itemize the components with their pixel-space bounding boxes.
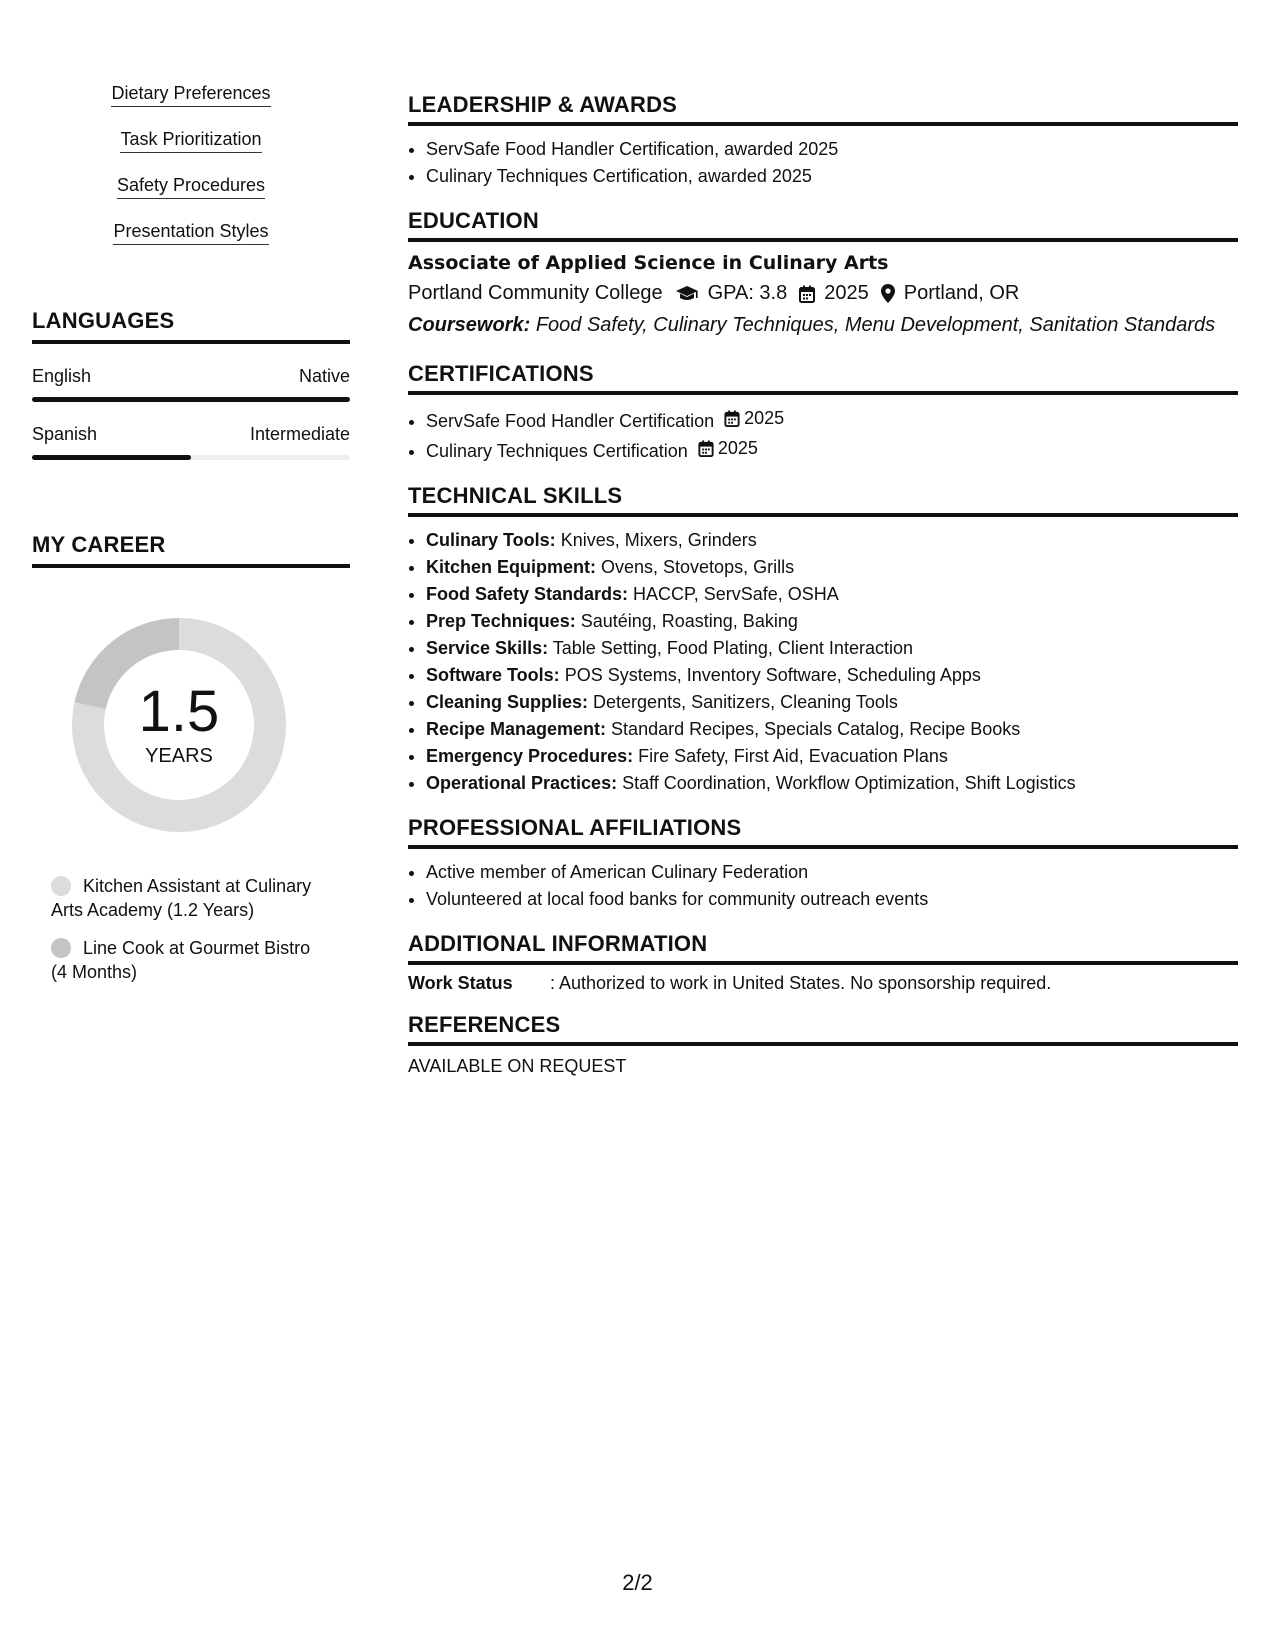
career-donut xyxy=(64,610,294,840)
certifications-list xyxy=(408,405,1238,465)
cert-name: Culinary Techniques Certification xyxy=(426,441,688,461)
career-item xyxy=(51,874,331,922)
cert-name: ServSafe Food Handler Certification xyxy=(426,411,715,431)
skill-category: Culinary Tools: xyxy=(426,530,556,550)
language-level: Native xyxy=(298,366,350,386)
work-status-label: Work Status xyxy=(408,973,513,993)
education-section xyxy=(408,208,1238,337)
career-list xyxy=(51,874,350,984)
language-item xyxy=(32,366,350,402)
skill-category: Prep Techniques: xyxy=(426,611,576,631)
section-title: CERTIFICATIONS xyxy=(408,361,1238,395)
leadership-list xyxy=(408,136,1238,190)
calendar-icon xyxy=(799,285,815,303)
technical-skills-list xyxy=(408,527,1238,797)
skill-values: Fire Safety, First Aid, Evacuation Plans xyxy=(633,746,948,766)
technical-skills-section xyxy=(408,483,1238,797)
section-title: PROFESSIONAL AFFILIATIONS xyxy=(408,815,1238,849)
skill-item xyxy=(426,635,1238,662)
career-dot xyxy=(51,938,71,958)
career-section xyxy=(32,532,350,984)
work-status-row xyxy=(408,973,1238,994)
career-label: Kitchen Assistant at Culinary Arts Academy (1.2 Years) xyxy=(51,876,312,920)
language-item xyxy=(32,424,350,460)
skill-values: Standard Recipes, Specials Catalog, Recipe Books xyxy=(606,719,1021,739)
skill-category: Cleaning Supplies: xyxy=(426,692,589,712)
skill-item xyxy=(426,608,1238,635)
language-bar xyxy=(32,397,350,402)
section-title: TECHNICAL SKILLS xyxy=(408,483,1238,517)
skill-category: Operational Practices: xyxy=(426,773,618,793)
edu-location: Portland, OR xyxy=(903,282,1020,304)
skill-values: Staff Coordination, Workflow Optimization, Shift Logistics xyxy=(617,773,1076,793)
leadership-section xyxy=(408,92,1238,190)
section-title: REFERENCES xyxy=(408,1012,1238,1046)
career-item xyxy=(51,936,331,984)
skill-category: Service Skills: xyxy=(426,638,549,658)
edu-coursework xyxy=(408,314,1238,337)
list-item: • ServSafe Food Handler Certification, awarded 2025 xyxy=(426,136,1238,163)
additional-info-section xyxy=(408,931,1238,994)
edu-degree: Associate of Applied Science in Culinary Arts xyxy=(408,252,889,274)
list-item xyxy=(426,405,1238,435)
coursework-label: Coursework: xyxy=(408,314,531,336)
right-column xyxy=(408,92,1238,1095)
edu-gpa: GPA: 3.8 xyxy=(707,282,788,304)
skill-values: HACCP, ServSafe, OSHA xyxy=(628,584,839,604)
languages-title: LANGUAGES xyxy=(32,308,350,344)
skill-category: Food Safety Standards: xyxy=(426,584,629,604)
calendar-icon xyxy=(724,410,740,427)
list-item: • Active member of American Culinary Federation xyxy=(426,859,1238,886)
career-unit: YEARS xyxy=(145,744,213,767)
career-dot xyxy=(51,876,71,896)
graduation-cap-icon xyxy=(675,285,699,303)
language-bar xyxy=(32,455,350,460)
coursework-value: Food Safety, Culinary Techniques, Menu Development, Sanitation Standards xyxy=(535,314,1216,336)
language-bar-fill xyxy=(32,397,350,402)
skill-tag: Dietary Preferences xyxy=(111,82,270,107)
skill-values: Ovens, Stovetops, Grills xyxy=(596,557,795,577)
career-title: MY CAREER xyxy=(32,532,350,568)
languages-section xyxy=(32,308,350,460)
skill-tag: Task Prioritization xyxy=(120,128,261,153)
list-item xyxy=(426,435,1238,465)
section-title: LEADERSHIP & AWARDS xyxy=(408,92,1238,126)
skill-item xyxy=(426,743,1238,770)
skill-category: Kitchen Equipment: xyxy=(426,557,596,577)
skill-item xyxy=(426,770,1238,797)
affiliations-section xyxy=(408,815,1238,913)
left-column xyxy=(32,82,350,998)
cert-year: 2025 xyxy=(717,438,758,458)
skill-item xyxy=(426,662,1238,689)
cert-year: 2025 xyxy=(744,408,785,428)
certifications-section xyxy=(408,361,1238,465)
skill-values: POS Systems, Inventory Software, Scheduling Apps xyxy=(559,665,981,685)
skill-category: Software Tools: xyxy=(426,665,560,685)
work-status-value: : Authorized to work in United States. No sponsorship required. xyxy=(550,973,1052,993)
skill-category: Recipe Management: xyxy=(426,719,607,739)
skill-item xyxy=(426,716,1238,743)
skill-category: Emergency Procedures: xyxy=(426,746,634,766)
affiliations-list xyxy=(408,859,1238,913)
language-level: Intermediate xyxy=(249,424,350,444)
skill-item xyxy=(426,527,1238,554)
skill-values: Table Setting, Food Plating, Client Interaction xyxy=(548,638,913,658)
language-bar-fill xyxy=(32,455,191,460)
edu-year: 2025 xyxy=(824,282,869,304)
skill-tag: Safety Procedures xyxy=(117,174,265,199)
section-title: EDUCATION xyxy=(408,208,1238,242)
career-label: Line Cook at Gourmet Bistro (4 Months) xyxy=(51,938,311,982)
skill-item xyxy=(426,554,1238,581)
edu-details xyxy=(408,282,1238,305)
location-pin-icon xyxy=(881,284,895,303)
calendar-icon xyxy=(698,440,714,457)
references-text: AVAILABLE ON REQUEST xyxy=(408,1056,627,1076)
skill-item xyxy=(426,689,1238,716)
language-name: English xyxy=(32,366,92,386)
skill-tag: Presentation Styles xyxy=(113,220,268,245)
skill-values: Sautéing, Roasting, Baking xyxy=(575,611,798,631)
references-section xyxy=(408,1012,1238,1077)
skill-values: Knives, Mixers, Grinders xyxy=(555,530,757,550)
language-name: Spanish xyxy=(32,424,98,444)
list-item: • Volunteered at local food banks for community outreach events xyxy=(426,886,1238,913)
skill-values: Detergents, Sanitizers, Cleaning Tools xyxy=(588,692,898,712)
list-item: • Culinary Techniques Certification, awarded 2025 xyxy=(426,163,1238,190)
career-total: 1.5 xyxy=(138,678,220,744)
skill-item xyxy=(426,581,1238,608)
page-number: 2/2 xyxy=(622,1570,653,1595)
section-title: ADDITIONAL INFORMATION xyxy=(408,931,1238,965)
skill-tags xyxy=(32,82,350,266)
edu-school: Portland Community College xyxy=(408,282,663,304)
